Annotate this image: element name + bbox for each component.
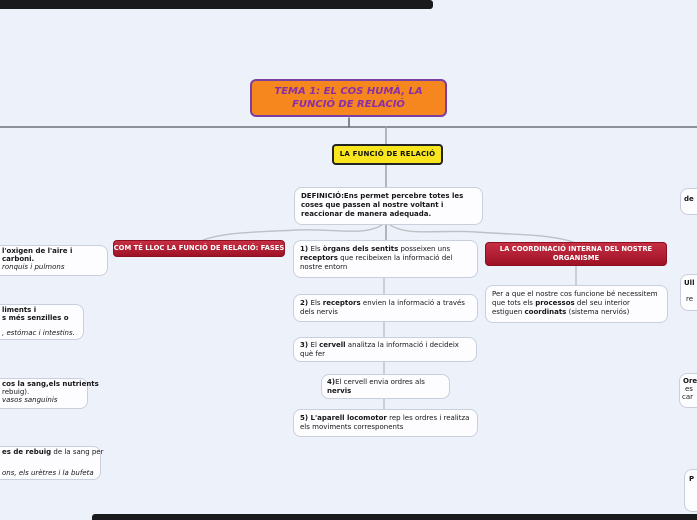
title-node[interactable]: [250, 79, 447, 117]
partial-left-3-line-2: rebuig).: [2, 388, 30, 396]
step-node-5[interactable]: [293, 409, 478, 437]
step-3-text: 3) El cervell analitza la informació i decideix què fer: [300, 340, 459, 358]
partial-right-3-line-1: Ore: [683, 377, 697, 385]
step-node-4[interactable]: [321, 374, 450, 399]
title-text: TEMA 1: EL COS HUMÀ, LA FUNCIÓ DE RELACIÓ: [274, 86, 423, 110]
partial-left-1-line-2: carboni.: [2, 255, 35, 263]
partial-left-1-line-3: ronquis i pulmons: [2, 263, 65, 271]
coordination-note-text: Per a que el nostre cos funcione bé necessitem que tots els processos del seu interior estiguen coordinats (sistema nerviós): [492, 290, 658, 317]
step-node-1[interactable]: [293, 240, 478, 278]
partial-right-2-line-1: Ull: [684, 279, 695, 287]
partial-right-1-line-1: de: [684, 195, 694, 203]
partial-left-3-line-3: vasos sanguinis: [2, 396, 58, 404]
step-4-text: 4)El cervell envia ordres als nervis: [327, 377, 425, 395]
step-2-text: 2) Els receptors envien la informació a través dels nervis: [300, 299, 465, 317]
partial-left-2-line-2: s més senzilles o: [2, 314, 69, 322]
coordination-heading-label: LA COORDINACIÓ INTERNA DEL NOSTRE ORGANISME: [499, 245, 653, 262]
partial-right-4-line-1: P: [689, 475, 695, 483]
bottom-partial-node-bar[interactable]: [92, 514, 697, 520]
function-node[interactable]: [332, 144, 443, 165]
definition-text: DEFINICIÓ:Ens permet percebre totes les coses que passen al nostre voltant i reaccionar de manera adequada.: [301, 192, 464, 219]
partial-left-2-line-3: , estómac i intestins.: [2, 329, 75, 337]
partial-left-4-line-2: ons, els urètres i la bufeta: [2, 469, 94, 477]
partial-left-4-line-1: es de rebuig de la sang per: [2, 448, 104, 456]
phases-heading-node[interactable]: [113, 240, 285, 257]
partial-right-2-line-2: re: [686, 295, 694, 303]
phases-heading-label: COM TÉ LLOC LA FUNCIÓ DE RELACIÓ: FASES: [113, 244, 285, 253]
step-5-text: 5) L'aparell locomotor rep les ordres i realitza els moviments corresponents: [300, 414, 470, 432]
partial-right-3-line-3: car: [682, 393, 694, 401]
partial-right-3-line-2: es: [685, 385, 693, 393]
partial-left-1-line-1: l'oxigen de l'aire i: [2, 247, 73, 255]
partial-left-2-line-1: liments i: [2, 306, 37, 314]
step-node-3[interactable]: [293, 337, 477, 362]
step-1-text: 1) Els òrgans dels sentits posseixen uns receptors que recibeixen la informació del nostre entorn: [300, 245, 453, 272]
function-node-label: LA FUNCIÓ DE RELACIÓ: [339, 149, 436, 158]
step-node-2[interactable]: [293, 294, 478, 322]
partial-left-3-line-1: cos la sang,els nutrients: [2, 380, 99, 388]
coordination-note-node[interactable]: [485, 285, 668, 323]
coordination-heading-node[interactable]: [485, 242, 667, 266]
definition-node[interactable]: [294, 187, 483, 225]
top-partial-node-bar[interactable]: [0, 0, 433, 9]
